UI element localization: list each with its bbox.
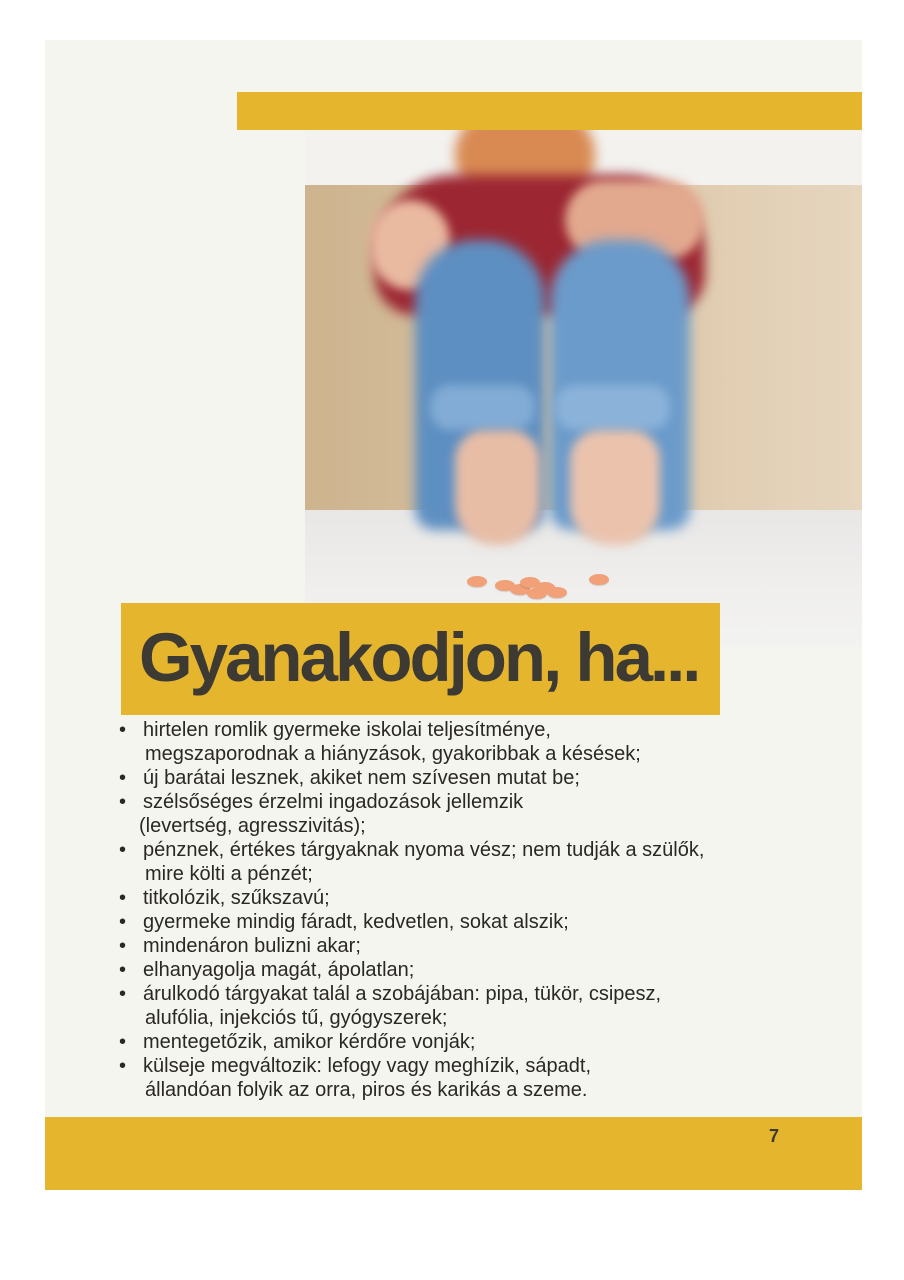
top-accent-bar (237, 92, 862, 130)
footer-bar (45, 1117, 862, 1190)
list-item-line: megszaporodnak a hiányzások, gyakoribbak a késések; (145, 743, 641, 765)
list-item (119, 958, 759, 982)
list-item (119, 838, 759, 886)
list-item (119, 910, 759, 934)
photo-distressed-teen-with-pills (305, 130, 862, 648)
list-item-line: alufólia, injekciós tű, gyógyszerek; (145, 1007, 448, 1029)
page-number: 7 (769, 1126, 780, 1146)
list-item-line: szélsőséges érzelmi ingadozások jellemzik (143, 791, 524, 813)
list-item (119, 766, 759, 790)
list-item-line: (levertség, agresszivitás); (139, 815, 366, 837)
list-item (119, 1054, 759, 1102)
list-item (119, 790, 759, 838)
list-item-line: pénznek, értékes tárgyaknak nyoma vész; nem tudják a szülők, (143, 839, 705, 861)
list-item-line: állandóan folyik az orra, piros és karikás a szeme. (145, 1079, 588, 1101)
page-title: Gyanakodjon, ha... (139, 619, 699, 696)
list-item-line: mentegetőzik, amikor kérdőre vonják; (143, 1031, 476, 1053)
list-item-line: külseje megváltozik: lefogy vagy meghízik, sápadt, (143, 1055, 591, 1077)
list-item (119, 1030, 759, 1054)
list-item-line: titkolózik, szűkszavú; (143, 887, 330, 909)
list-item-line: új barátai lesznek, akiket nem szívesen mutat be; (143, 767, 580, 789)
list-item-line: hirtelen romlik gyermeke iskolai teljesítménye, (143, 719, 551, 741)
list-item-line: mire költi a pénzét; (145, 863, 313, 885)
list-item (119, 886, 759, 910)
list-item-line: elhanyagolja magát, ápolatlan; (143, 959, 415, 981)
list-item-line: gyermeke mindig fáradt, kedvetlen, sokat alszik; (143, 911, 569, 933)
list-item (119, 934, 759, 958)
list-item-line: mindenáron bulizni akar; (143, 935, 361, 957)
list-item-line: árulkodó tárgyakat talál a szobájában: pipa, tükör, csipesz, (143, 983, 662, 1005)
title-box (121, 603, 720, 715)
warning-signs-list (119, 718, 759, 1102)
list-item (119, 718, 759, 766)
list-item (119, 982, 759, 1030)
